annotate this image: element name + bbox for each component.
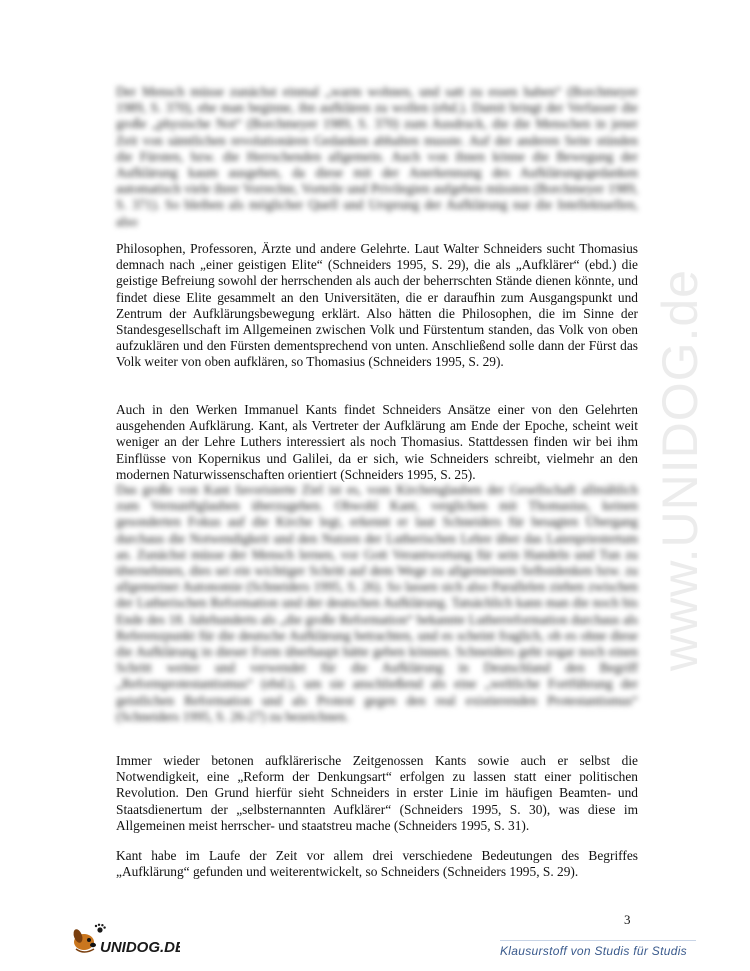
blurred-paragraph-1: Der Mensch müsse zunächst einmal „warm wohnen, und satt zu essen haben“ (Borchmeyer 1989, S. 370), ehe man beginne, ihn aufklären zu wollen (ebd.). Damit bringt der Verfasser die große „physische Not“ (Borchmeyer 1989, S. 370) zum Ausdruck, die die Menschen in jener Zeit von sämtlichen revolutionären Gedanken abhalten musste. Auf der anderen Seite stünden die Fürsten, bzw. die Herrschenden allgemein. Auch von ihnen könne die Bewegung der Aufklärung kaum ausgehen, da diese mit der Anerkennung des Aufklärungsgedanken automatisch viele ihrer Vorrechte, Vorteile und Privilegien aufgeben müssten (Borchmeyer 1989, S. 371). So bleiben als möglicher Quell und Ursprung der Aufklärung nur die Intellektuellen, also <box>116 84 638 229</box>
logo-text: UNIDOG.DE <box>100 939 180 956</box>
page-number: 3 <box>624 912 631 927</box>
body-paragraph-2: Auch in den Werken Immanuel Kants findet Schneiders Ansätze einer von den Gelehrten ausgehenden Aufklärung. Kant, als Vertreter der Aufklärung am Ende der Epoche, scheint weit weniger an der Lehre Luthers interessiert als noch Thomasius. Stattdessen finden wir bei ihm Einflüsse von Kopernikus und Galilei, da er sich, wie Schneiders schreibt, vielmehr an den modernen Naturwissenschaften orientiert (Schneiders 1995, S. 25). <box>116 402 638 482</box>
footer-divider <box>500 940 696 941</box>
body-paragraph-4: Kant habe im Laufe der Zeit vor allem drei verschiedene Bedeutungen des Begriffes „Aufklärung“ gefunden und weiterentwickelt, so Schneiders (Schneiders 1995, S. 29). <box>116 848 638 880</box>
unidog-logo[interactable] <box>70 922 180 958</box>
footer-tagline: Klausurstoff von Studis für Studis <box>500 944 687 958</box>
body-paragraph-3: Immer wieder betonen aufklärerische Zeitgenossen Kants sowie auch er selbst die Notwendigkeit, eine „Reform der Denkungsart“ erfolgen zu lassen statt einer politischen Revolution. Den Grund hierfür sieht Schneiders in erster Linie im häufigen Beamten- und Staatsdienertum der „selbsternannten Aufklärer“ (Schneiders 1995, S. 30), was diese im Allgemeinen meist herrscher- und staatstreu mache (Schneiders 1995, S. 31). <box>116 753 638 833</box>
dog-logo-icon <box>70 922 180 958</box>
watermark: www.UNIDOG.de <box>652 269 708 671</box>
blurred-paragraph-2: Das große von Kant favorisierte Ziel ist es, vom Kirchenglauben der Gesellschaft allmählich zum Vernunftglauben überzugehen. Obwohl Kant, verglichen mit Thomasius, keinen gesonderten Fokus auf die Kirche legt, erkennt er laut Schneiders für besagten Übergang durchaus die Notwendigkeit und den Nutzen der Lutherischen Lehre über das Laienpriestertum an. Zunächst müsse der Mensch lernen, vor Gott Verantwortung für sein Handeln und Tun zu übernehmen, dies sei ein wichtiger Schritt auf dem Wege zu allgemeinem Selbstdenken bzw. zu allgemeiner Autonomie (Schneiders 1995, S. 26). So lassen sich also Parallelen ziehen zwischen der Lutherischen Reformation und der deutschen Aufklärung. Tatsächlich kann man die noch bis Ende des 18. Jahrhunderts als „die große Reformation“ bekannte Lutherreformation durchaus als Referenzpunkt für die deutsche Aufklärung betrachten, und es scheint fraglich, ob es ohne diese die Aufklärung in dieser Form überhaupt hätte geben können. Schneiders geht sogar noch einen Schritt weiter und verwendet für die Aufklärung in Deutschland den Begriff „Reformprotestantismus“ (ebd.), um sie anschließend als eine „weltliche Fortführung der geistlichen Reformation und als Protest gegen den real existierenden Protestantismus“ (Schneiders 1995, S. 26-27) zu bezeichnen. <box>116 482 638 724</box>
body-paragraph-1: Philosophen, Professoren, Ärzte und andere Gelehrte. Laut Walter Schneiders sucht Thomasius demnach nach „einer geistigen Elite“ (Schneiders 1995, S. 29), die als „Aufklärer“ (ebd.) die geistige Befreiung sowohl der herrschenden als auch der beherrschten Stände dienen könnte, und findet diese Elite gesammelt an den Universitäten, die er daraufhin zum Ausgangspunkt und Zentrum der Aufklärungsbewegung erklärt. Also hätten die Philosophen, die im Sinne der Standesgesellschaft im Allgemeinen zwischen Volk und Fürstentum standen, das Volk von oben aufzuklären und den Fürsten dementsprechend von unten. Anschließend solle dann der Fürst das Volk weiter von oben aufklären, so Thomasius (Schneiders 1995, S. 29). <box>116 241 638 370</box>
